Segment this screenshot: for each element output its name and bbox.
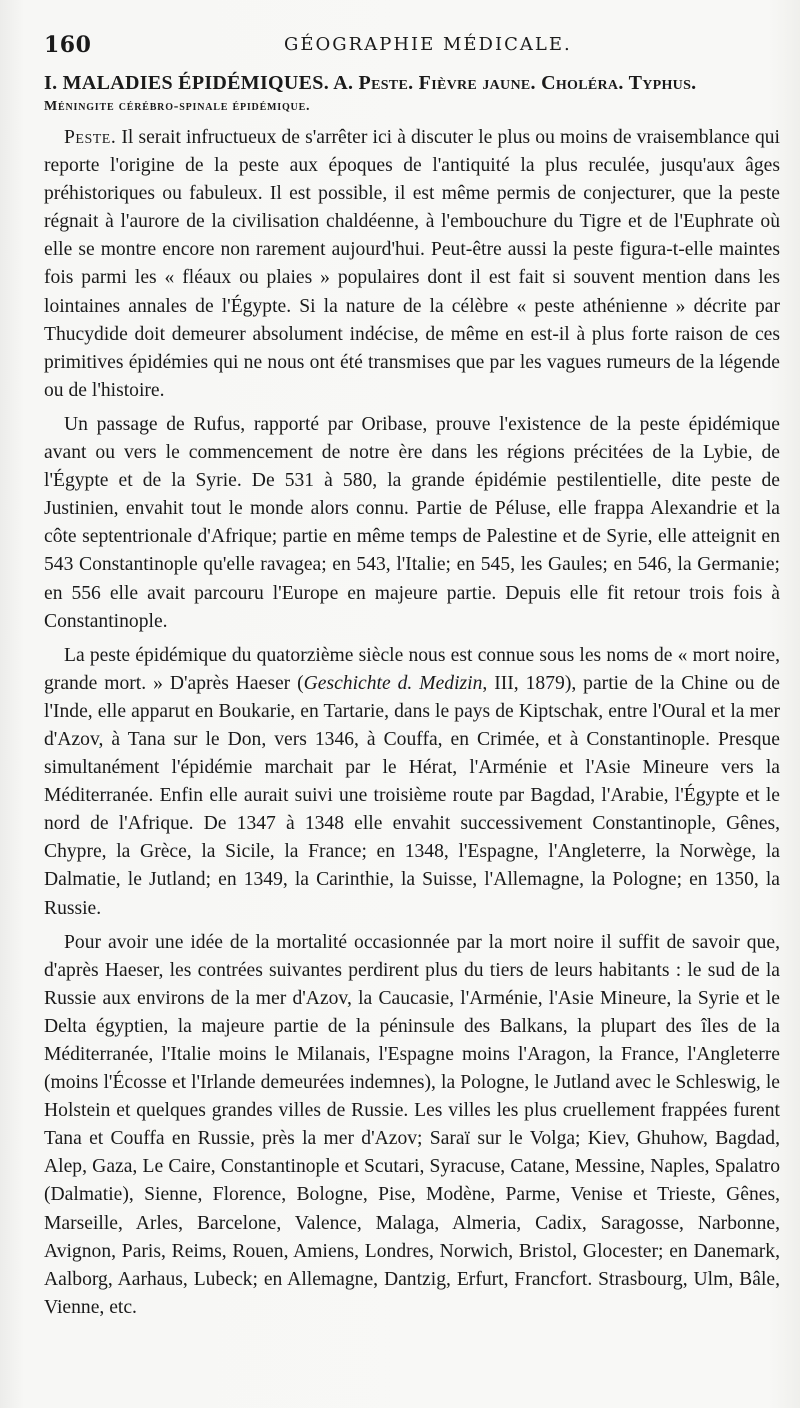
running-head [44, 32, 778, 62]
paragraph-text-after: , III, 1879), partie de la Chine ou de l'Inde, elle apparut en Boukarie, en Tartarie, dans le pays de Kiptschak, entre l'Oural et la mer d'Azov, à Tana sur le Don, vers 1346, à Couffa, en Crimée, et à Constantinople. Presque simultanément l'épidémie marchait par le Hérat, l'Arménie et l'Asie Mineure vers la Méditerranée. Enfin elle aurait suivi une troisième route par Bagdad, l'Arabie, l'Égypte et le nord de l'Afrique. De 1347 à 1348 elle envahit successivement Constantinople, Gênes, Chypre, la Grèce, la Sicile, la France; en 1348, l'Espagne, l'Angleterre, la Norwège, la Dalmatie, le Jutland; en 1349, la Carinthie, la Suisse, l'Allemagne, la Pologne; en 1350, la Russie. [44, 672, 780, 919]
running-title: GÉOGRAPHIE MÉDICALE. [284, 34, 572, 55]
book-title-citation: Geschichte d. Medizin [303, 672, 483, 694]
paragraph-text: Un passage de Rufus, rapporté par Oribase, prouve l'existence de la peste épidémique avant ou vers le commencement de notre ère dans les régions précitées de la Lybie, de l'Égypte et de la Syrie. De 531 à 580, la grande épidémie pestilentielle, dite peste de Justinien, envahit tout le monde alors connu. Partie de Péluse, elle frappa Alexandrie et la côte septentrionale d'Afrique; partie en même temps de Palestine et de Syrie, elle atteignit en 543 Constantinople qu'elle ravagea; en 543, l'Italie; en 545, les Gaules; en 546, la Germanie; en 556 elle avait parcouru l'Europe en majeure partie. Depuis elle fit retour trois fois à Constantinople. [44, 413, 780, 632]
paragraph-text-before: La peste épidémique du quatorzième siècle nous est connue sous les noms de « mort noire, grande mort. » D'après Haeser ( [44, 644, 780, 694]
paragraph-mort-noire [44, 642, 780, 923]
paragraph-text: Il serait infructueux de s'arrêter ici à discuter le plus ou moins de vraisemblance qui reporte l'origine de la peste aux époques de l'antiquité la plus reculée, jusqu'aux âges préhistoriques ou fabuleux. Il est possible, il est même permis de conjecturer, que la peste régnait à l'aurore de la civilisation chaldéenne, à l'embouchure du Tigre et de l'Euphrate où elle se montre encore non rarement aujourd'hui. Peut-être aussi la peste figura-t-elle maintes fois parmi les « fléaux ou plaies » populaires dont il est fait si souvent mention dans les lointaines annales de l'Égypte. Si la nature de la célèbre « peste athénienne » décrite par Thucydide doit demeurer absolument indécise, de même en est-il à plus forte raison de ces primitives épidémies qui ne nous ont été transmises que par les vagues rumeurs de la légende ou de l'histoire. [44, 127, 780, 401]
section-heading: I. MALADIES ÉPIDÉMIQUES. A. Peste. Fièvre jaune. Choléra. Typhus. [44, 72, 697, 94]
paragraph-lead-word: Peste. [64, 127, 117, 148]
page-number: 160 [44, 32, 92, 58]
page-body [44, 70, 780, 1322]
paragraph-peste [44, 124, 780, 405]
paragraph-rufus [44, 411, 780, 636]
section-subheading: Méningite cérébro-spinale épidémique. [44, 99, 311, 114]
paragraph-text: Pour avoir une idée de la mortalité occasionnée par la mort noire il suffit de savoir que, d'après Haeser, les contrées suivantes perdirent plus du tiers de leurs habitants : le sud de la Russie aux environs de la mer d'Azov, la Caucasie, l'Arménie, l'Asie Mineure, la Syrie et le Delta égyptien, la majeure partie de la péninsule des Balkans, la plupart des îles de la Méditerranée, l'Italie moins le Milanais, l'Espagne moins l'Aragon, la France, l'Angleterre (moins l'Écosse et l'Irlande demeurées indemnes), la Pologne, le Jutland avec le Schleswig, le Holstein et quelques grandes villes de Russie. Les villes les plus cruellement frappées furent Tana et Couffa en Russie, près la mer d'Azov; Saraï sur le Volga; Kiev, Ghuhow, Bagdad, Alep, Gaza, Le Caire, Constantinople et Scutari, Syracuse, Catane, Messine, Naples, Spalatro (Dalmatie), Sienne, Florence, Bologne, Pise, Modène, Parme, Venise et Trieste, Gênes, Marseille, Arles, Barcelone, Valence, Malaga, Almeria, Cadix, Saragosse, Narbonne, Avignon, Paris, Reims, Rouen, Amiens, Londres, Norwich, Bristol, Glocester; en Danemark, Aalborg, Aarhaus, Lubeck; en Allemagne, Dantzig, Erfurt, Francfort. Strasbourg, Ulm, Bâle, Vienne, etc. [44, 931, 780, 1318]
paragraph-mortalite [44, 929, 780, 1322]
